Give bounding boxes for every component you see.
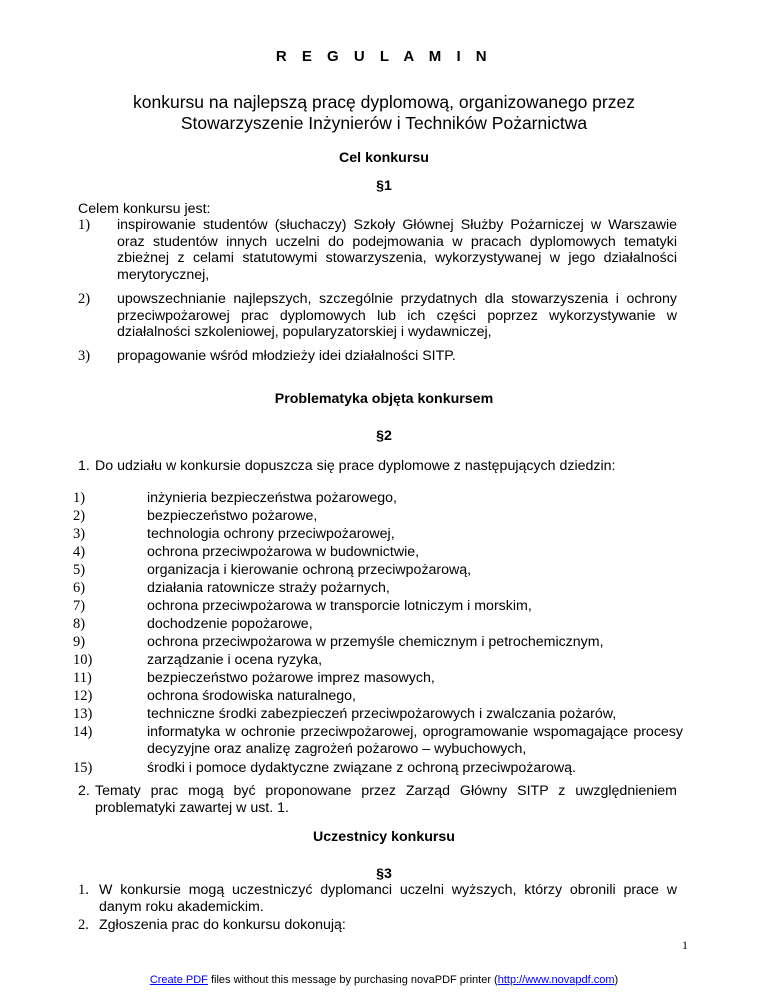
participants-item-num: 2. (78, 917, 89, 933)
subtitle-line-1: konkursu na najlepszą pracę dyplomową, organizowanego przez (133, 92, 635, 112)
list-item-text: techniczne środki zabezpieczeń przeciwpożarowych i zwalczania pożarów, (147, 706, 617, 722)
list-item-num: 9) (73, 634, 86, 650)
section-heading-goal: Cel konkursu (339, 150, 429, 166)
list-item-num: 10) (73, 652, 93, 668)
goal-item-num: 3) (78, 348, 91, 364)
goal-item-text: inspirowanie studentów (słuchaczy) Szkoły Głównej Służby Pożarniczej w Warszawie oraz studentów innych uczelni do podejmowania w pracach dyplomowych tematyki zbieżnej z celami statutowymi stowarzyszenia, wykorzystywanej w jego działalności merytorycznej, (117, 217, 677, 283)
list-item-num: 13) (73, 706, 93, 722)
footer-text-end: ) (614, 974, 619, 986)
goal-intro: Celem konkursu jest: (78, 201, 211, 217)
list-item-num: 5) (73, 562, 86, 578)
list-item-num: 15) (73, 760, 93, 776)
participants-item-text: W konkursie mogą uczestniczyć dyplomanci uczelni wyższych, którzy obronili prace w danym roku akademickim. (99, 882, 677, 915)
subtitle-line-2: Stowarzyszenie Inżynierów i Techników Pożarnictwa (180, 113, 588, 133)
novapdf-link[interactable]: http://www.novapdf.com (497, 974, 615, 986)
list-item-text: ochrona przeciwpożarowa w transporcie lotniczym i morskim, (147, 598, 532, 614)
list-item-num: 6) (73, 580, 86, 596)
list-item-num: 3) (73, 526, 86, 542)
section-heading-participants: Uczestnicy konkursu (313, 829, 455, 845)
list-item-num: 1) (73, 490, 86, 506)
list-item-text: informatyka w ochronie przeciwpożarowej, oprogramowanie wspomagające procesy decyzyjne oraz analizę zagrożeń pożarowo – wybuchowych, (147, 724, 683, 757)
goal-item-text: propagowanie wśród młodzieży idei działalności SITP. (117, 348, 456, 364)
participants-item-num: 1. (78, 882, 89, 898)
list-item-text: środki i pomoce dydaktyczne związane z ochroną przeciwpożarową. (147, 760, 576, 776)
goal-item-num: 1) (78, 217, 91, 233)
goal-item-text: upowszechnianie najlepszych, szczególnie przydatnych dla stowarzyszenia i ochrony przeciwpożarowej prac dyplomowych lub ich części poprzez wykorzystywanie w działalności szkoleniowej, popularyzatorskiej i wydawniczej, (117, 291, 677, 340)
paragraph-sign-3: §3 (376, 866, 392, 882)
pdf-footer (0, 974, 768, 986)
list-item-num: 4) (73, 544, 86, 560)
footer-text: files without this message by purchasing novaPDF printer ( (207, 974, 498, 986)
list-item-num: 8) (73, 616, 86, 632)
section-heading-topics: Problematyka objęta konkursem (274, 391, 494, 407)
list-item-num: 11) (73, 670, 92, 686)
topics-point-1-text: Do udziału w konkursie dopuszcza się prace dyplomowe z następujących dziedzin: (95, 458, 616, 474)
goal-item-num: 2) (78, 291, 91, 307)
paragraph-sign-2: §2 (376, 428, 392, 444)
list-item-text: inżynieria bezpieczeństwa pożarowego, (147, 490, 397, 506)
list-item-text: działania ratownicze straży pożarnych, (147, 580, 390, 596)
list-item-text: bezpieczeństwo pożarowe, (147, 508, 318, 524)
topics-point-1-num: 1. (78, 458, 90, 474)
list-item-num: 2) (73, 508, 86, 524)
list-item-text: ochrona przeciwpożarowa w budownictwie, (147, 544, 420, 560)
list-item-num: 14) (73, 724, 93, 740)
topics-point-2-num: 2. (78, 783, 90, 799)
participants-item-text: Zgłoszenia prac do konkursu dokonują: (99, 917, 346, 933)
list-item-num: 7) (73, 598, 86, 614)
create-pdf-link[interactable]: Create PDF (149, 974, 208, 986)
list-item-text: zarządzanie i ocena ryzyka, (147, 652, 323, 668)
list-item-text: ochrona środowiska naturalnego, (147, 688, 357, 704)
page-number: 1 (682, 938, 688, 952)
document-subtitle (0, 92, 768, 134)
list-item-text: ochrona przeciwpożarowa w przemyśle chemicznym i petrochemicznym, (147, 634, 604, 650)
list-item-text: dochodzenie popożarowe, (147, 616, 313, 632)
list-item-text: bezpieczeństwo pożarowe imprez masowych, (147, 670, 435, 686)
paragraph-sign-1: §1 (376, 178, 392, 194)
topics-point-2-text: Tematy prac mogą być proponowane przez Zarząd Główny SITP z uwzględnieniem problematyki zawartej w ust. 1. (95, 783, 677, 816)
list-item-text: technologia ochrony przeciwpożarowej, (147, 526, 395, 542)
list-item-text: organizacja i kierowanie ochroną przeciwpożarową, (147, 562, 472, 578)
document-title: R E G U L A M I N (275, 48, 493, 65)
list-item-num: 12) (73, 688, 93, 704)
